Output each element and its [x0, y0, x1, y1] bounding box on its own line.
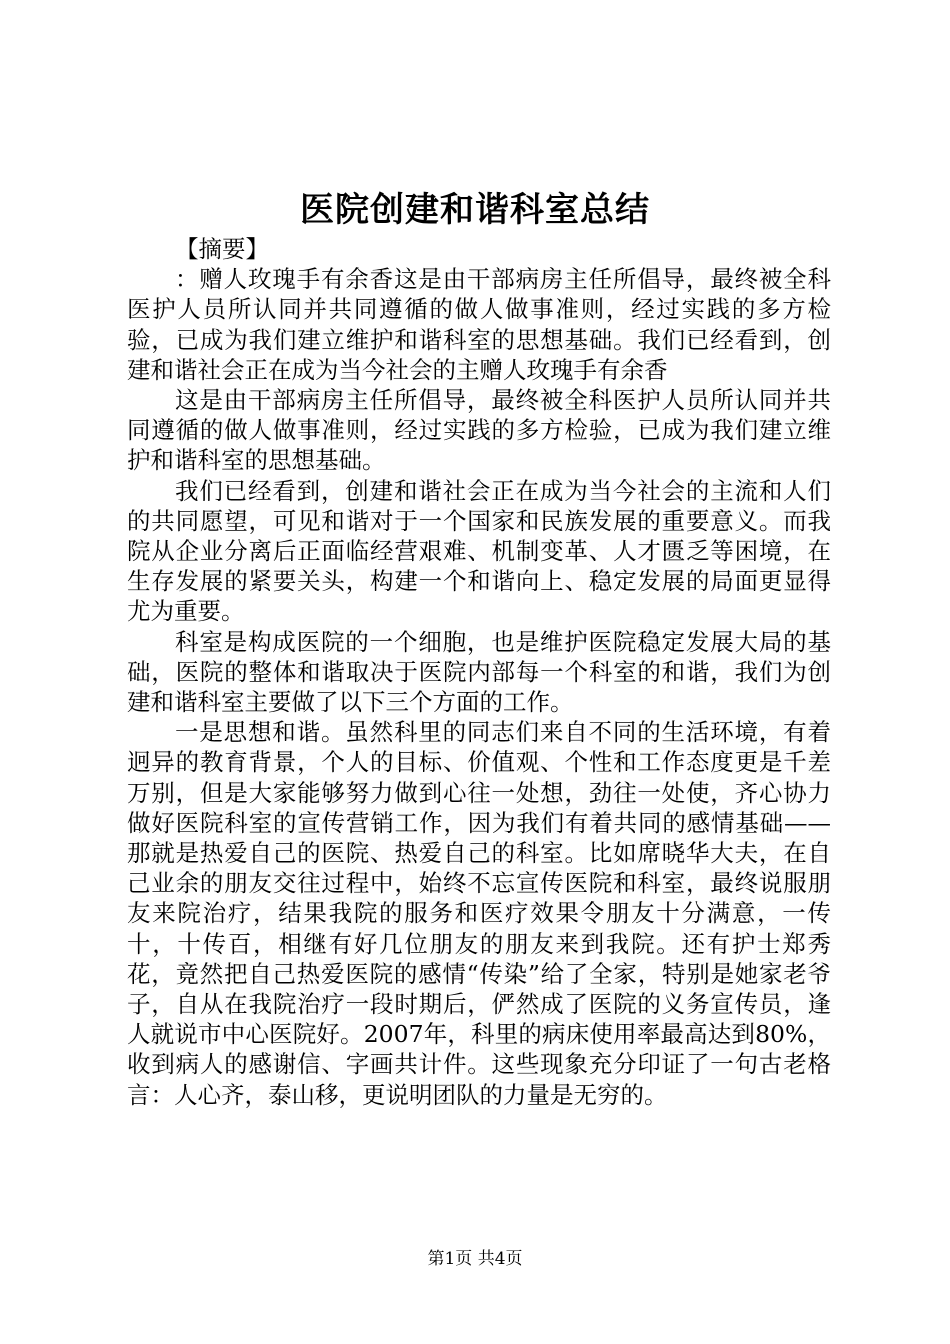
document-body [127, 234, 831, 1110]
abstract-paragraph: ：赠人玫瑰手有余香这是由干部病房主任所倡导，最终被全科医护人员所认同并共同遵循的做人做事准则，经过实践的多方检验，已成为我们建立维护和谐科室的思想基础。我们已经看到，创建和谐社会正在成为当今社会的主赠人玫瑰手有余香 [127, 265, 831, 384]
body-paragraph-2: 我们已经看到，创建和谐社会正在成为当今社会的主流和人们的共同愿望，可见和谐对于一个国家和民族发展的重要意义。而我院从企业分离后正面临经营艰难、机制变革、人才匮乏等困境，在生存发展的紧要关头，构建一个和谐向上、稳定发展的局面更显得尤为重要。 [127, 476, 831, 626]
page-number-footer: 第1页 共4页 [427, 1249, 523, 1269]
document-title: 医院创建和谐科室总结 [300, 190, 650, 230]
abstract-label: 【摘要】 [175, 235, 269, 263]
body-paragraph-4: 一是思想和谐。虽然科里的同志们来自不同的生活环境，有着迥异的教育背景，个人的目标、价值观、个性和工作态度更是千差万别，但是大家能够努力做到心往一处想，劲往一处使，齐心协力做好医院科室的宣传营销工作，因为我们有着共同的感情基础——那就是热爱自己的医院、热爱自己的科室。比如席晓华大夫，在自己业余的朋友交往过程中，始终不忘宣传医院和科室，最终说服朋友来院治疗，结果我院的服务和医疗效果令朋友十分满意，一传十，十传百，相继有好几位朋友的朋友来到我院。还有护士郑秀花，竟然把自己热爱医院的感情“传染”给了全家，特别是她家老爷子，自从在我院治疗一段时期后，俨然成了医院的义务宣传员，逢人就说市中心医院好。2007年，科里的病床使用率最高达到80%，收到病人的感谢信、字画共计件。这些现象充分印证了一句古老格言：人心齐，泰山移，更说明团队的力量是无穷的。 [127, 718, 831, 1109]
body-paragraph-1: 这是由干部病房主任所倡导，最终被全科医护人员所认同并共同遵循的做人做事准则，经过实践的多方检验，已成为我们建立维护和谐科室的思想基础。 [127, 386, 831, 475]
body-paragraph-3: 科室是构成医院的一个细胞，也是维护医院稳定发展大局的基础，医院的整体和谐取决于医院内部每一个科室的和谐，我们为创建和谐科室主要做了以下三个方面的工作。 [127, 627, 831, 717]
